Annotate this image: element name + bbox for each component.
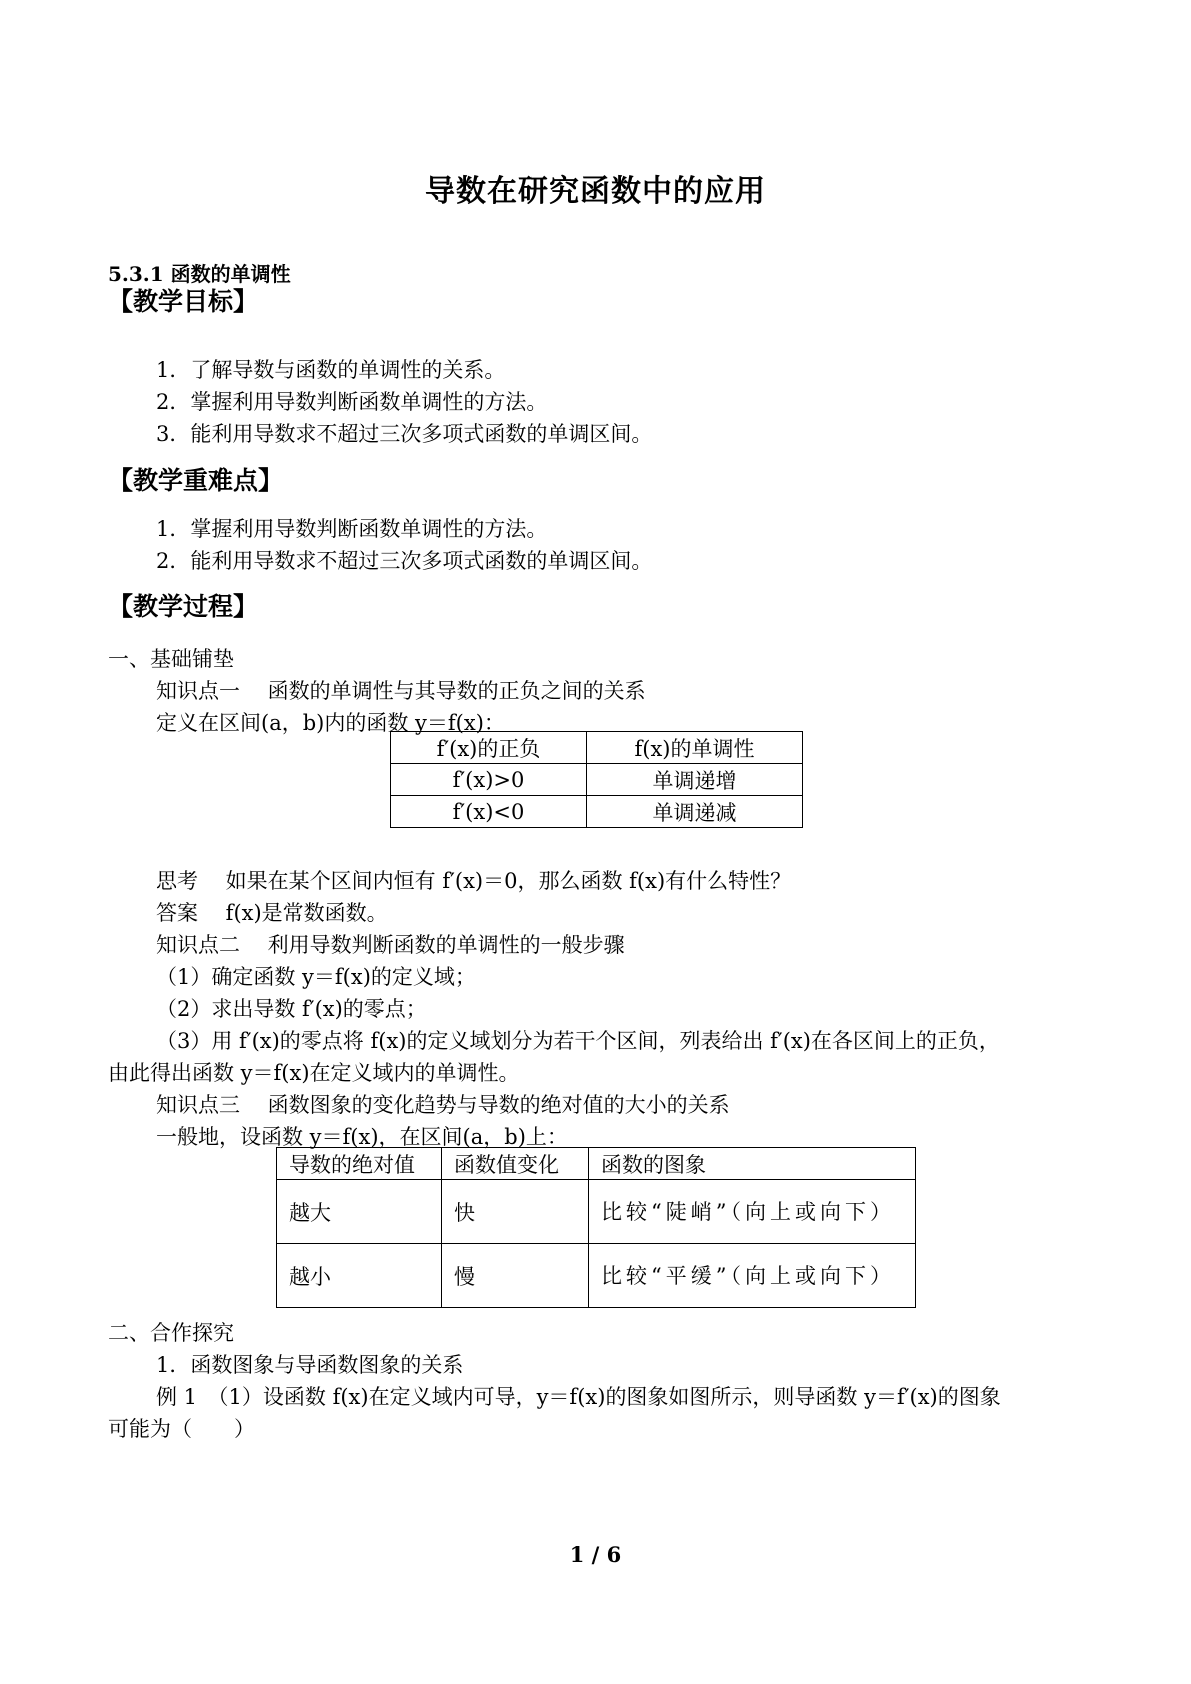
example-1: 例 1 （1）设函数 f(x)在定义域内可导，y＝f(x)的图象如图所示，则导函数 y＝f′(x)的图象 <box>156 1385 1001 1409</box>
key-point-item: 1．掌握利用导数判断函数单调性的方法。 <box>156 517 548 541</box>
answer-line: 答案 f(x)是常数函数。 <box>156 901 388 925</box>
table-cell: f′(x)>0 <box>391 764 587 796</box>
definition-line: 定义在区间(a，b)内的函数 y＝f(x)： <box>156 711 505 735</box>
page-number: 1 / 6 <box>569 1542 622 1567</box>
goals-heading: 【教学目标】 <box>108 287 259 316</box>
part-two-heading: 二、合作探究 <box>108 1321 234 1345</box>
table-cell: 快 <box>442 1180 589 1244</box>
derivative-magnitude-table <box>276 1147 916 1308</box>
table-header: f′(x)的正负 <box>391 732 587 764</box>
table-cell: 慢 <box>442 1244 589 1308</box>
table-header: f(x)的单调性 <box>587 732 803 764</box>
goal-item: 3．能利用导数求不超过三次多项式函数的单调区间。 <box>156 422 653 446</box>
part-one-heading: 一、基础铺垫 <box>108 647 234 671</box>
knowledge-point-2: 知识点二 利用导数判断函数的单调性的一般步骤 <box>156 933 625 957</box>
section-heading: 5.3.1 函数的单调性 <box>108 262 291 286</box>
think-question: 思考 如果在某个区间内恒有 f′(x)＝0，那么函数 f(x)有什么特性？ <box>156 869 792 893</box>
document-title: 导数在研究函数中的应用 <box>425 174 766 209</box>
key-point-item: 2．能利用导数求不超过三次多项式函数的单调区间。 <box>156 549 653 573</box>
table-cell: 比较“陡峭”（向上或向下） <box>589 1180 916 1244</box>
sub-topic-1: 1．函数图象与导函数图象的关系 <box>156 1353 464 1377</box>
table-cell: 比较“平缓”（向上或向下） <box>589 1244 916 1308</box>
example-1-continued: 可能为（ ） <box>108 1417 255 1441</box>
goal-item: 2．掌握利用导数判断函数单调性的方法。 <box>156 390 548 414</box>
process-heading: 【教学过程】 <box>108 592 259 621</box>
key-points-heading: 【教学重难点】 <box>108 466 284 495</box>
table-cell: f′(x)<0 <box>391 796 587 828</box>
table-cell: 越小 <box>277 1244 442 1308</box>
table-cell: 单调递减 <box>587 796 803 828</box>
step-3: （3）用 f′(x)的零点将 f(x)的定义域划分为若干个区间，列表给出 f′(x)在各区间上的正负， <box>156 1029 1000 1053</box>
general-line: 一般地，设函数 y＝f(x)，在区间(a，b)上： <box>156 1125 568 1149</box>
table-header: 函数值变化 <box>442 1148 589 1180</box>
table-cell: 单调递增 <box>587 764 803 796</box>
goal-item: 1．了解导数与函数的单调性的关系。 <box>156 358 506 382</box>
derivative-sign-table <box>390 731 803 828</box>
knowledge-point-3: 知识点三 函数图象的变化趋势与导数的绝对值的大小的关系 <box>156 1093 730 1117</box>
step-1: （1）确定函数 y＝f(x)的定义域； <box>156 965 476 989</box>
table-cell: 越大 <box>277 1180 442 1244</box>
table-header: 函数的图象 <box>589 1148 916 1180</box>
knowledge-point-1: 知识点一 函数的单调性与其导数的正负之间的关系 <box>156 679 646 703</box>
table-header: 导数的绝对值 <box>277 1148 442 1180</box>
step-3-continued: 由此得出函数 y＝f(x)在定义域内的单调性。 <box>108 1061 520 1085</box>
step-2: （2）求出导数 f′(x)的零点； <box>156 997 427 1021</box>
